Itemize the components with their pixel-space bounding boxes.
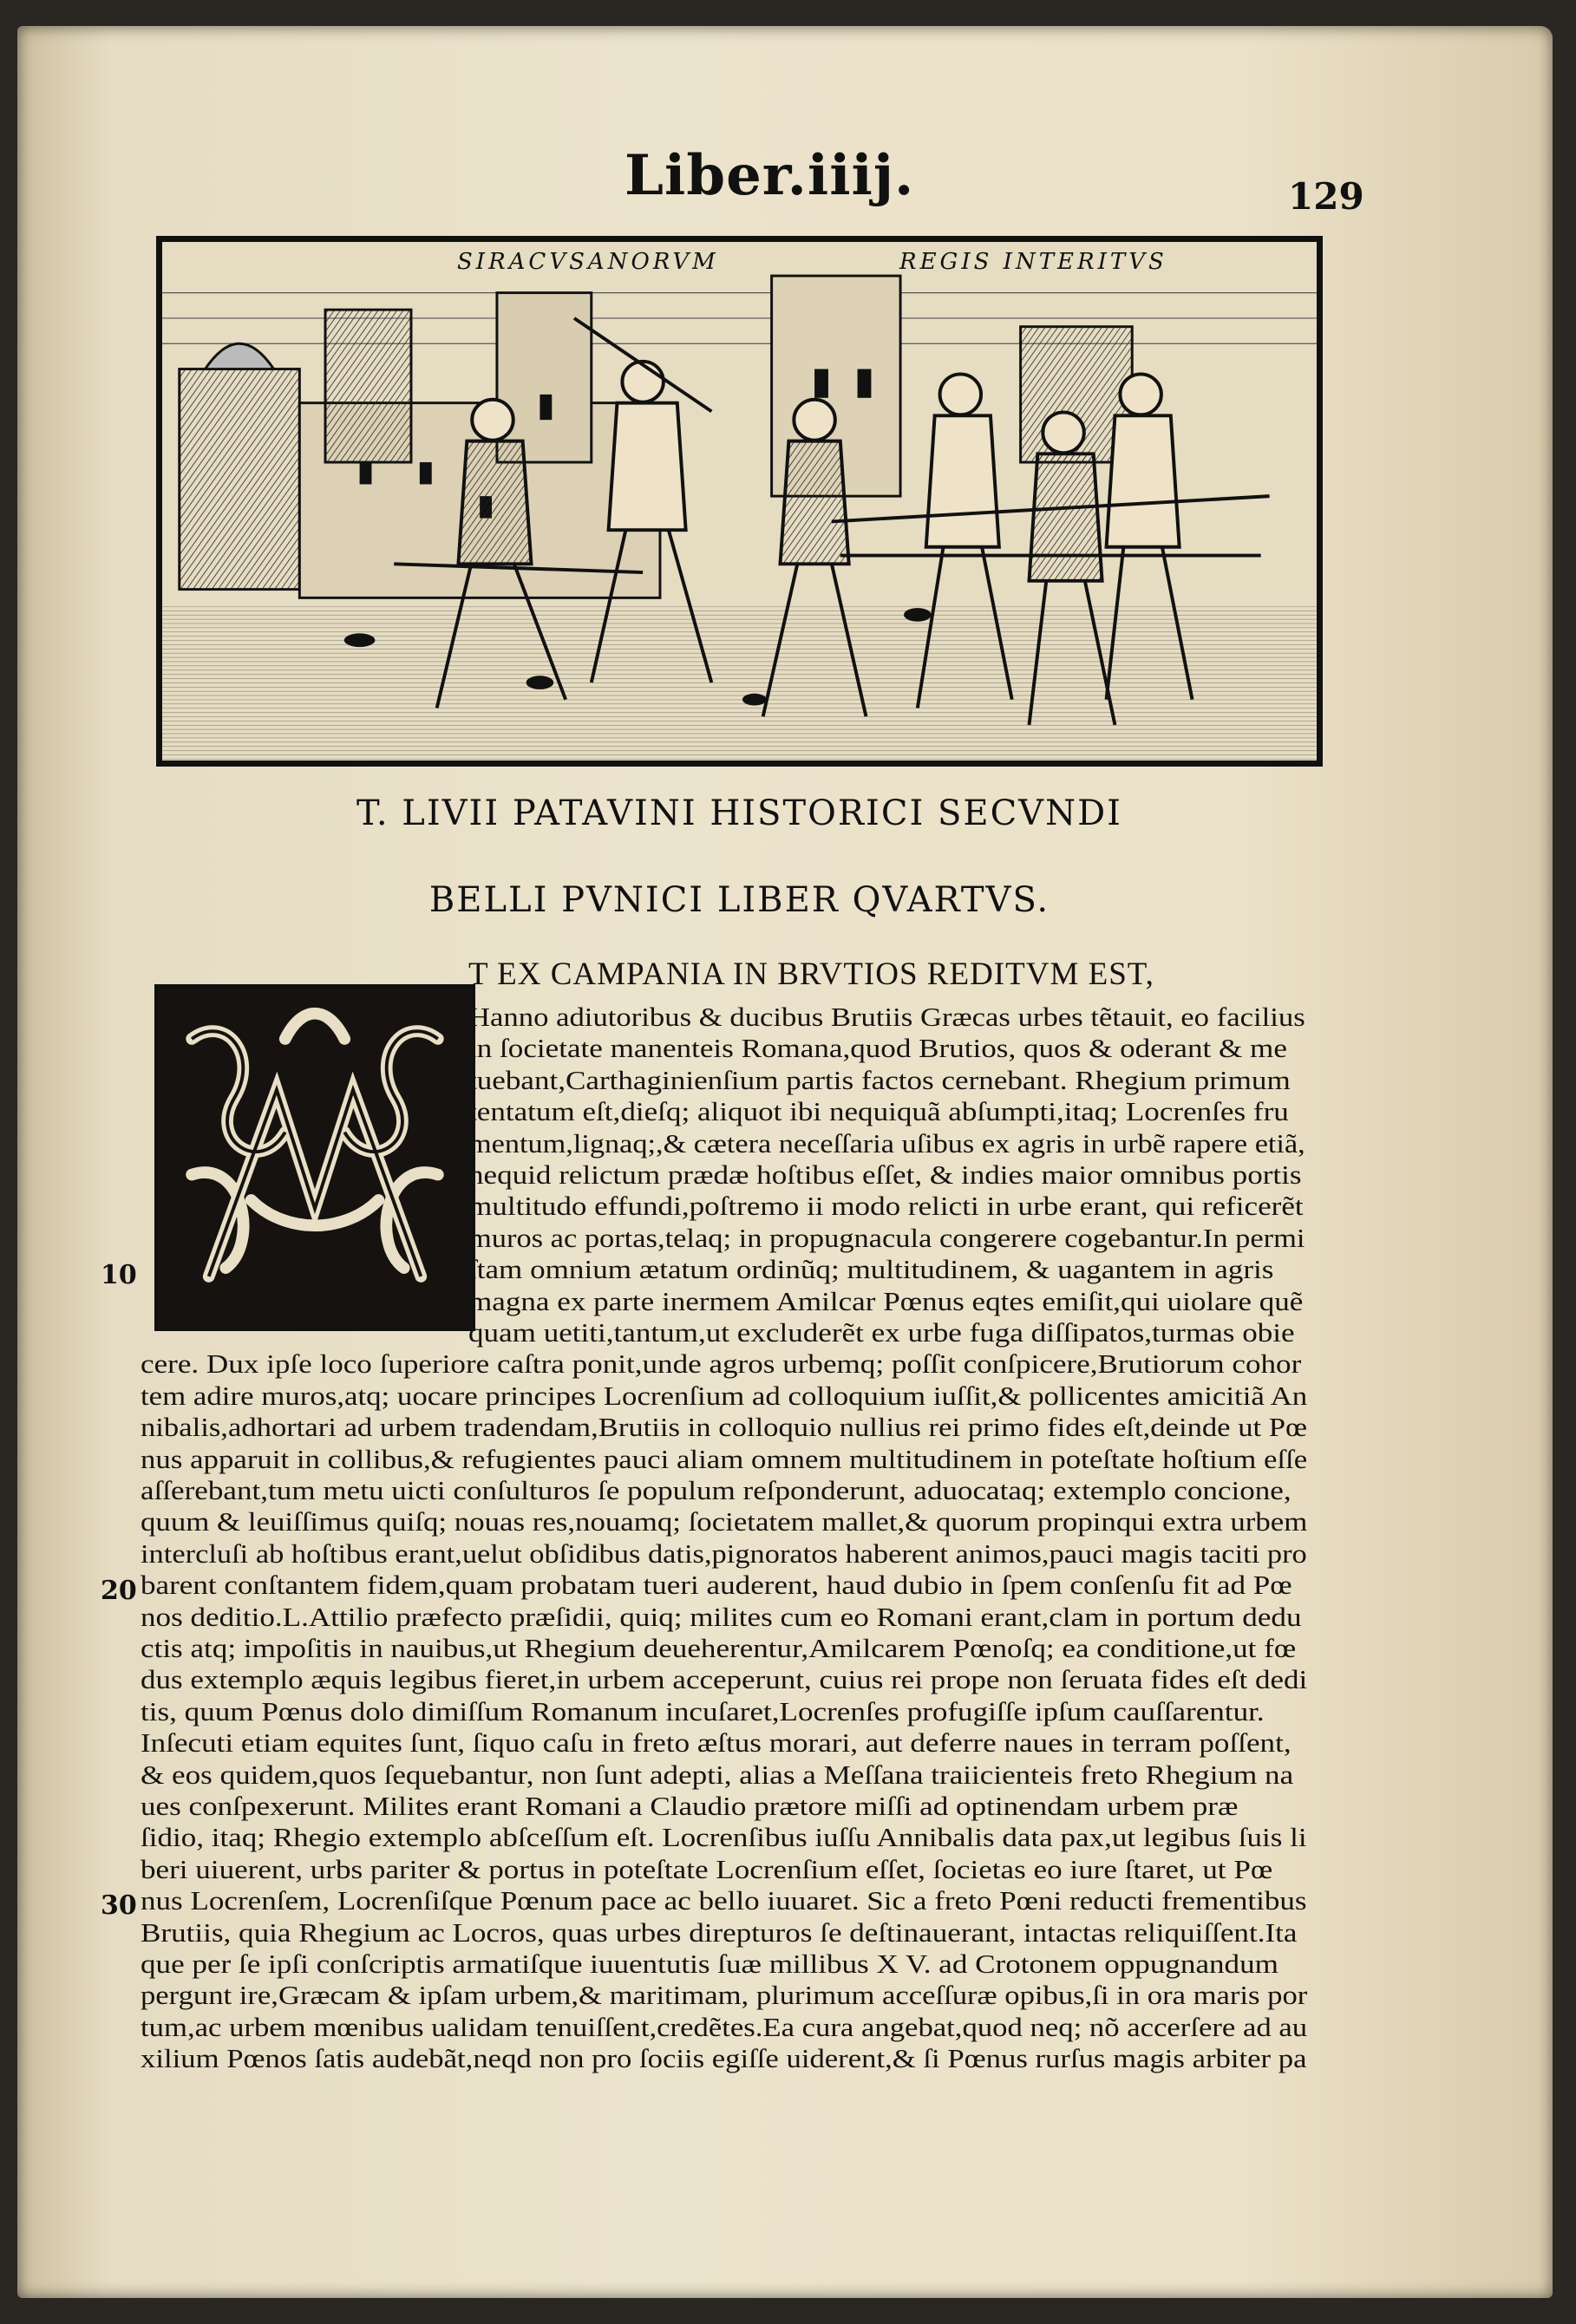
text-line: nos deditio.L.Attilio præfecto præſidii, quiq; milites cum eo Romani erant,clam in portum dedu	[141, 1602, 1302, 1632]
text-line: & eos quidem,quos ſequebantur, non ſunt adepti, alias a Meſſana traiicienteis freto Rhegium na	[141, 1759, 1294, 1790]
text-line: nequid relictum prædæ hoſtibus eſſet, & indies maior omnibus portis	[468, 1160, 1302, 1190]
text-line: que per ſe ipſi conſcriptis armatiſque iuuentutis ſuæ millibus X V. ad Crotonem oppugnandum	[141, 1949, 1278, 1979]
text-line: tuebant,Carthaginienſium partis factos cernebant. Rhegium primum	[468, 1065, 1291, 1095]
text-line: muros ac portas,telaq; in propugnacula congerere cogebantur.In permi	[468, 1223, 1305, 1253]
ornamental-initial-icon	[158, 988, 472, 1328]
text-line: nus apparuit in collibus,& refugientes pauci aliam omnem multitudinem in poteſtate hoſtium eſſe	[141, 1444, 1308, 1474]
text-line: barent conſtantem fidem,quam probatam tueri auderent, haud dubio in ſpem conſenſu fit ad Pœ	[141, 1570, 1292, 1601]
running-header: Liber.iiij.	[625, 143, 915, 208]
text-line: tentatum eſt,dieſq; aliquot ibi nequiquã abſumpti,itaq; Locrenſes fru	[468, 1097, 1289, 1127]
book-page	[17, 26, 1553, 2298]
text-line: tem adire muros,atq; uocare principes Locrenſium ad colloquium iuſſit,& pollicentes amicitiã An	[141, 1381, 1308, 1411]
text-line: tis, quum Pœnus dolo dimiſſum Romanum incuſaret,Locrenſes profugiſſe ipſum cauſſarentur.	[141, 1696, 1265, 1727]
text-line: cere. Dux ipſe loco ſuperiore caſtra ponit,unde agros urbemq; poſſit conſpicere,Brutiorum cohor	[141, 1349, 1302, 1380]
text-line: ſidio, itaq; Rhegio extemplo abſceſſum eſt. Locrenſibus iuſſu Annibalis data pax,ut legibus ſuis li	[141, 1823, 1307, 1853]
text-line: ues conſpexerunt. Milites erant Romani a Claudio prætore miſſi ad optinendam urbem præ	[141, 1792, 1239, 1821]
book-heading-line-1: T. LIVII PATAVINI HISTORICI SECVNDI	[356, 793, 1122, 833]
text-line: Hanno adiutoribus & ducibus Brutiis Græcas urbes tẽtauit, eo facilius	[468, 1002, 1305, 1032]
margin-line-number: 10	[101, 1260, 137, 1290]
margin-line-number: 30	[101, 1890, 137, 1921]
text-line: Inſecuti etiam equites ſunt, ſiquo caſu in freto æſtus morari, aut deferre naues in terram poſſent,	[141, 1728, 1292, 1759]
text-line: nibalis,adhortari ad urbem tradendam,Brutiis in colloquio nullius rei primo fides eſt,deinde ut Pœ	[141, 1413, 1308, 1443]
woodcut-caption-left: SIRACVSANORVM	[457, 249, 719, 275]
text-line: beri uiuerent, urbs pariter & portus in poteſtate Locrenſium eſſet, ſocietas eo iure ſtaret, ut Pœ	[141, 1854, 1273, 1884]
text-line: multitudo effundi,poſtremo ii modo relicti in urbe erant, qui reficerẽt	[468, 1191, 1304, 1222]
folio-number: 129	[1288, 175, 1364, 218]
book-heading-line-2: BELLI PVNICI LIBER QVARTVS.	[428, 880, 1050, 920]
text-line: xilium Pœnos ſatis audebãt,neqd non pro ſociis egiſſe uiderent,& ſi Pœnus rurſus magis arbiter pa	[141, 2044, 1307, 2074]
text-line: intercluſi ab hoſtibus erant,uelut obſidibus datis,pignoratos haberent animos,pauci magis taciti pro	[141, 1538, 1307, 1569]
text-line: mentum,lignaq;,& cætera neceſſaria uſibus ex agris in urbẽ rapere etiã,	[468, 1128, 1305, 1159]
text-line: ctis atq; impoſitis in nauibus,ut Rhegium deueherentur,Amilcarem Pœnoſq; ea conditione,ut fœ	[141, 1634, 1297, 1663]
margin-line-number: 20	[101, 1576, 137, 1606]
text-line: pergunt ire,Græcam & ipſam urbem,& maritimam, plurimum acceſſuræ opibus,ſi in ora maris por	[141, 1981, 1308, 2011]
text-line: dus extemplo æquis legibus fieret,in urbem acceperunt, cuius rei prope non ſeruata fides eſt dedi	[141, 1665, 1308, 1695]
woodcut-illustration	[156, 236, 1323, 767]
text-line: tum,ac urbem mœnibus ualidam tenuiſſent,credẽtes.Ea cura angebat,quod neq; nõ accerſere ad au	[141, 2012, 1308, 2042]
opening-line: T EX CAMPANIA IN BRVTIOS REDITVM EST,	[468, 956, 1154, 992]
woodcut-scene-icon	[162, 242, 1317, 761]
text-line: quam uetiti,tantum,ut excluderẽt ex urbe fuga diſſipatos,turmas obie	[468, 1318, 1295, 1348]
decorated-initial-letter	[154, 984, 475, 1331]
text-line: quum & leuiſſimus quiſq; nouas res,nouamq; ſocietatem mallet,& quorum propinqui extra urbem	[141, 1507, 1308, 1537]
text-line: aſſerebant,tum metu uicti conſulturos ſe populum reſponderunt, aduocataq; extemplo concione,	[141, 1476, 1292, 1505]
text-line: magna ex parte inermem Amilcar Pœnus eqtes emiſit,qui uiolare quẽ	[468, 1286, 1304, 1316]
text-line: Brutiis, quia Rhegium ac Locros, quas urbes direpturos ſe deſtinauerant, intactas reliquiſſent.Ita	[141, 1917, 1298, 1948]
text-line: in ſocietate manenteis Romana,quod Brutios, quos & oderant & me	[468, 1034, 1287, 1064]
text-line: nus Locrenſem, Locrenſiſque Pœnum pace ac bello iuuaret. Sic a freto Pœni reducti frementibus	[141, 1886, 1307, 1916]
text-line: ſtam omnium ætatum ordinũq; multitudinem, & uagantem in agris	[468, 1255, 1274, 1285]
woodcut-caption-right: REGIS INTERITVS	[899, 249, 1167, 275]
